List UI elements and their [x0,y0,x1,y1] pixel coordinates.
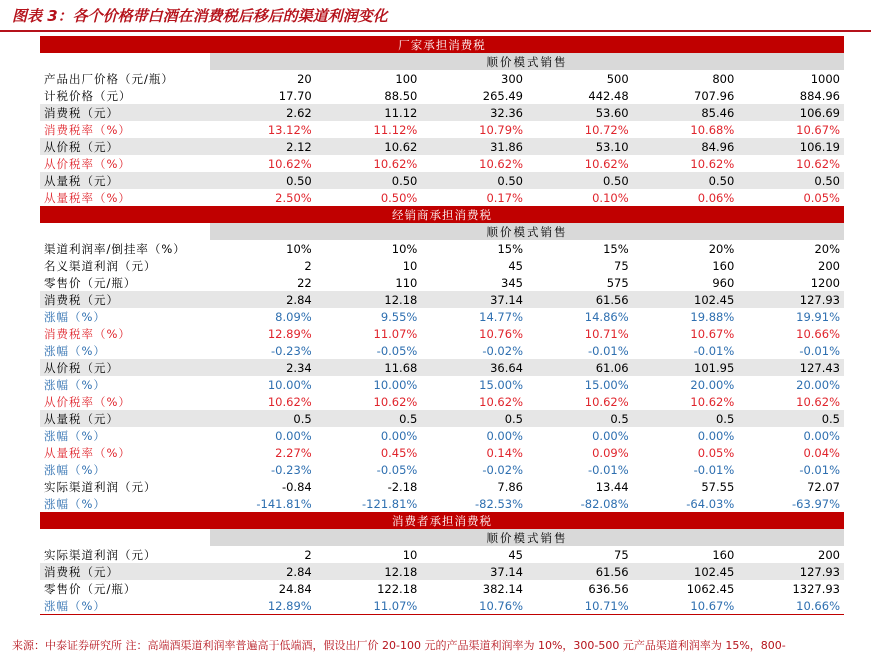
value-cell: 15% [603,241,629,256]
mode-row [40,529,844,546]
value-cell: 20.00% [690,377,735,392]
value-cell: 122.18 [377,581,418,596]
mode-blank-cell [40,529,210,546]
figure-title: 图表 3：各个价格带白酒在消费税后移后的渠道利润变化 [12,7,388,25]
value-cell: 160 [712,258,735,273]
table-row [40,597,844,615]
value-cell: 2 [304,547,312,562]
tax-table-body [40,36,844,615]
table-row [40,444,844,461]
value-cell: -0.23% [271,343,312,358]
value-cell: 0.50% [380,190,418,205]
value-cell: -0.02% [482,462,523,477]
value-cell: -0.05% [376,343,418,358]
value-cell: 500 [606,71,629,86]
value-cell: 24.84 [278,581,312,596]
row-label: 计税价格（元） [44,88,132,103]
source-note: 来源：中泰证券研究所 注：高端酒渠道利润率普遍高于低端酒，假设出厂价 20-100 元的产品渠道利润率为 10%，300-500 元产品渠道利润率为 15%，800- [12,639,786,652]
value-cell: 0.04% [803,445,840,460]
mode-row [40,223,844,240]
value-cell: -82.53% [475,496,523,511]
value-cell: -0.01% [799,462,840,477]
value-cell: 14.77% [479,309,523,324]
row-label: 消费税率（%） [44,326,131,341]
value-cell: 57.55 [701,479,735,494]
value-cell: 1200 [810,275,840,290]
section-header [40,36,844,53]
value-cell: 31.86 [421,138,527,155]
value-cell: 10.00% [267,377,312,392]
row-label: 涨幅（%） [44,343,106,358]
value-cell: 61.56 [527,563,633,580]
value-cell: 10.72% [584,122,629,137]
table-row [40,393,844,410]
value-cell: 10.76% [479,326,523,341]
value-cell: 53.60 [527,104,633,121]
value-cell: 102.45 [633,291,739,308]
row-label: 涨幅（%） [40,597,210,615]
value-cell: 0.14% [486,445,523,460]
section-title: 消费者承担消费税 [40,512,844,529]
value-cell: 61.56 [527,291,633,308]
row-label: 涨幅（%） [44,309,106,324]
value-cell: 10.66% [738,597,844,615]
value-cell: 0.50 [421,172,527,189]
value-cell: 0.50 [210,172,316,189]
value-cell: 84.96 [633,138,739,155]
value-cell: 45 [508,547,523,562]
mode-label: 顺价模式销售 [210,53,844,70]
row-label: 渠道利润率/倒挂率（%） [44,241,186,256]
value-cell: 0.00% [380,428,418,443]
row-label: 从价税（元） [40,138,210,155]
value-cell: 2 [304,258,312,273]
value-cell: 110 [395,275,418,290]
row-label: 涨幅（%） [44,462,106,477]
table-row [40,325,844,342]
value-cell: -0.01% [693,343,735,358]
value-cell: -0.01% [693,462,735,477]
value-cell: 10.62% [479,156,523,171]
table-row [40,546,844,563]
row-label: 从量税（元） [40,172,210,189]
value-cell: 0.50 [527,172,633,189]
tax-table [40,36,844,615]
table-row [40,410,844,427]
table-row [40,308,844,325]
value-cell: 0.5 [527,410,633,427]
row-label: 从量税率（%） [44,190,131,205]
table-row [40,87,844,104]
value-cell: -0.05% [376,462,418,477]
row-label: 从量税率（%） [44,445,131,460]
value-cell: 0.50 [633,172,739,189]
value-cell: 11.07% [316,597,422,615]
value-cell: 11.12% [373,122,418,137]
value-cell: 0.5 [316,410,422,427]
value-cell: 72.07 [807,479,840,494]
table-row [40,580,844,597]
value-cell: 0.05% [803,190,840,205]
value-cell: 13.44 [595,479,629,494]
value-cell: 36.64 [421,359,527,376]
value-cell: 10.62% [373,156,418,171]
value-cell: 10 [402,258,418,273]
value-cell: 100 [395,71,418,86]
value-cell: 106.69 [738,104,844,121]
value-cell: 2.34 [210,359,316,376]
value-cell: 0.17% [486,190,523,205]
value-cell: 12.89% [210,597,316,615]
table-row [40,291,844,308]
value-cell: -82.08% [580,496,629,511]
value-cell: 0.05% [697,445,735,460]
value-cell: 10.79% [479,122,523,137]
value-cell: 0.06% [697,190,735,205]
value-cell: 11.12 [316,104,422,121]
value-cell: -0.01% [799,343,840,358]
row-label: 从量税（元） [40,410,210,427]
value-cell: 10.62% [584,156,629,171]
value-cell: 20 [297,71,312,86]
table-row [40,121,844,138]
table-row [40,274,844,291]
value-cell: -0.01% [587,343,629,358]
value-cell: 10.62% [690,394,735,409]
value-cell: 0.00% [592,428,629,443]
row-label: 实际渠道利润（元） [44,479,157,494]
value-cell: 10.62% [267,156,312,171]
value-cell: 884.96 [799,88,840,103]
value-cell: 10 [402,547,418,562]
value-cell: 20.00% [796,377,840,392]
table-row [40,427,844,444]
row-label: 实际渠道利润（元） [44,547,157,562]
value-cell: 102.45 [633,563,739,580]
table-row [40,189,844,206]
value-cell: 0.00% [275,428,312,443]
value-cell: 0.45% [380,445,418,460]
row-label: 消费税（元） [40,563,210,580]
value-cell: 10.62% [584,394,629,409]
table-row [40,478,844,495]
value-cell: 382.14 [482,581,523,596]
value-cell: 11.07% [373,326,418,341]
value-cell: 1062.45 [686,581,735,596]
value-cell: 200 [818,258,840,273]
value-cell: 10.76% [421,597,527,615]
value-cell: 19.88% [690,309,735,324]
value-cell: 32.36 [421,104,527,121]
value-cell: -2.18 [387,479,418,494]
row-label: 零售价（元/瓶） [44,275,137,290]
row-label: 从价税率（%） [44,394,131,409]
value-cell: 14.86% [584,309,629,324]
value-cell: 10.62% [690,156,735,171]
value-cell: 0.00% [697,428,735,443]
value-cell: 13.12% [267,122,312,137]
table-row [40,359,844,376]
value-cell: 7.86 [497,479,523,494]
value-cell: 160 [712,547,735,562]
row-label: 消费税率（%） [44,122,131,137]
value-cell: 10.00% [373,377,418,392]
value-cell: 1000 [810,71,840,86]
row-label: 名义渠道利润（元） [44,258,157,273]
value-cell: 10% [391,241,418,256]
value-cell: 53.10 [527,138,633,155]
value-cell: 0.10% [592,190,629,205]
value-cell: 12.18 [316,291,422,308]
value-cell: 127.93 [738,291,844,308]
value-cell: 442.48 [588,88,629,103]
value-cell: 575 [606,275,629,290]
value-cell: 265.49 [482,88,523,103]
value-cell: 0.5 [633,410,739,427]
value-cell: 2.84 [210,563,316,580]
mode-label: 顺价模式销售 [210,529,844,546]
value-cell: -141.81% [256,496,312,511]
row-label: 从价税（元） [40,359,210,376]
table-row [40,495,844,512]
value-cell: 10.67% [796,122,840,137]
value-cell: 15.00% [584,377,629,392]
value-cell: 12.89% [267,326,312,341]
mode-blank-cell [40,223,210,240]
value-cell: 10.62 [316,138,422,155]
value-cell: -0.84 [281,479,312,494]
value-cell: 10.62% [479,394,523,409]
row-label: 涨幅（%） [44,428,106,443]
value-cell: 2.50% [275,190,312,205]
value-cell: 10.62% [373,394,418,409]
row-label: 消费税（元） [40,291,210,308]
mode-label: 顺价模式销售 [210,223,844,240]
table-row [40,70,844,87]
table-row [40,257,844,274]
value-cell: 10.71% [527,597,633,615]
table-row [40,376,844,393]
value-cell: -64.03% [686,496,735,511]
value-cell: 12.18 [316,563,422,580]
value-cell: 20% [708,241,735,256]
section-title: 厂家承担消费税 [40,36,844,53]
mode-blank-cell [40,53,210,70]
value-cell: 2.62 [210,104,316,121]
value-cell: 800 [712,71,735,86]
value-cell: 960 [712,275,735,290]
value-cell: 2.12 [210,138,316,155]
value-cell: 0.50 [738,172,844,189]
value-cell: 22 [297,275,312,290]
value-cell: 20% [814,241,840,256]
value-cell: 17.70 [278,88,312,103]
value-cell: 10.62% [796,394,840,409]
value-cell: 707.96 [694,88,735,103]
table-row [40,104,844,121]
table-row [40,240,844,257]
value-cell: -63.97% [792,496,840,511]
value-cell: 85.46 [633,104,739,121]
section-header [40,206,844,223]
value-cell: 10.66% [796,326,840,341]
value-cell: 10.71% [584,326,629,341]
value-cell: 127.93 [738,563,844,580]
value-cell: 345 [501,275,523,290]
value-cell: -0.23% [271,462,312,477]
value-cell: 0.00% [486,428,523,443]
value-cell: 636.56 [588,581,629,596]
value-cell: 127.43 [738,359,844,376]
value-cell: 300 [501,71,523,86]
value-cell: 11.68 [316,359,422,376]
value-cell: 10.62% [267,394,312,409]
value-cell: 10.67% [690,326,735,341]
value-cell: -0.02% [482,343,523,358]
table-row [40,172,844,189]
table-row [40,563,844,580]
value-cell: 61.06 [527,359,633,376]
row-label: 涨幅（%） [44,496,106,511]
value-cell: 19.91% [796,309,840,324]
value-cell: 0.09% [592,445,629,460]
value-cell: 2.84 [210,291,316,308]
value-cell: 10% [286,241,312,256]
row-label: 零售价（元/瓶） [44,581,137,596]
value-cell: 10.62% [796,156,840,171]
table-row [40,155,844,172]
table-row [40,138,844,155]
value-cell: 0.50 [316,172,422,189]
value-cell: 0.5 [421,410,527,427]
value-cell: 10.68% [690,122,735,137]
table-row [40,461,844,478]
value-cell: 2.27% [275,445,312,460]
value-cell: 10.67% [633,597,739,615]
table-row [40,342,844,359]
value-cell: 101.95 [633,359,739,376]
value-cell: 37.14 [421,563,527,580]
value-cell: 1327.93 [792,581,840,596]
value-cell: 106.19 [738,138,844,155]
value-cell: 8.09% [275,309,312,324]
value-cell: 75 [614,258,629,273]
value-cell: -0.01% [587,462,629,477]
section-title: 经销商承担消费税 [40,206,844,223]
value-cell: 37.14 [421,291,527,308]
value-cell: 0.5 [738,410,844,427]
section-header [40,512,844,529]
row-label: 涨幅（%） [44,377,106,392]
mode-row [40,53,844,70]
value-cell: 45 [508,258,523,273]
value-cell: 15% [497,241,523,256]
value-cell: 200 [818,547,840,562]
row-label: 消费税（元） [40,104,210,121]
value-cell: 9.55% [380,309,418,324]
value-cell: 15.00% [479,377,523,392]
value-cell: 88.50 [384,88,418,103]
value-cell: 0.5 [210,410,316,427]
row-label: 产品出厂价格（元/瓶） [44,71,174,86]
value-cell: 75 [614,547,629,562]
row-label: 从价税率（%） [44,156,131,171]
value-cell: -121.81% [362,496,418,511]
title-rule [0,30,871,32]
value-cell: 0.00% [803,428,840,443]
